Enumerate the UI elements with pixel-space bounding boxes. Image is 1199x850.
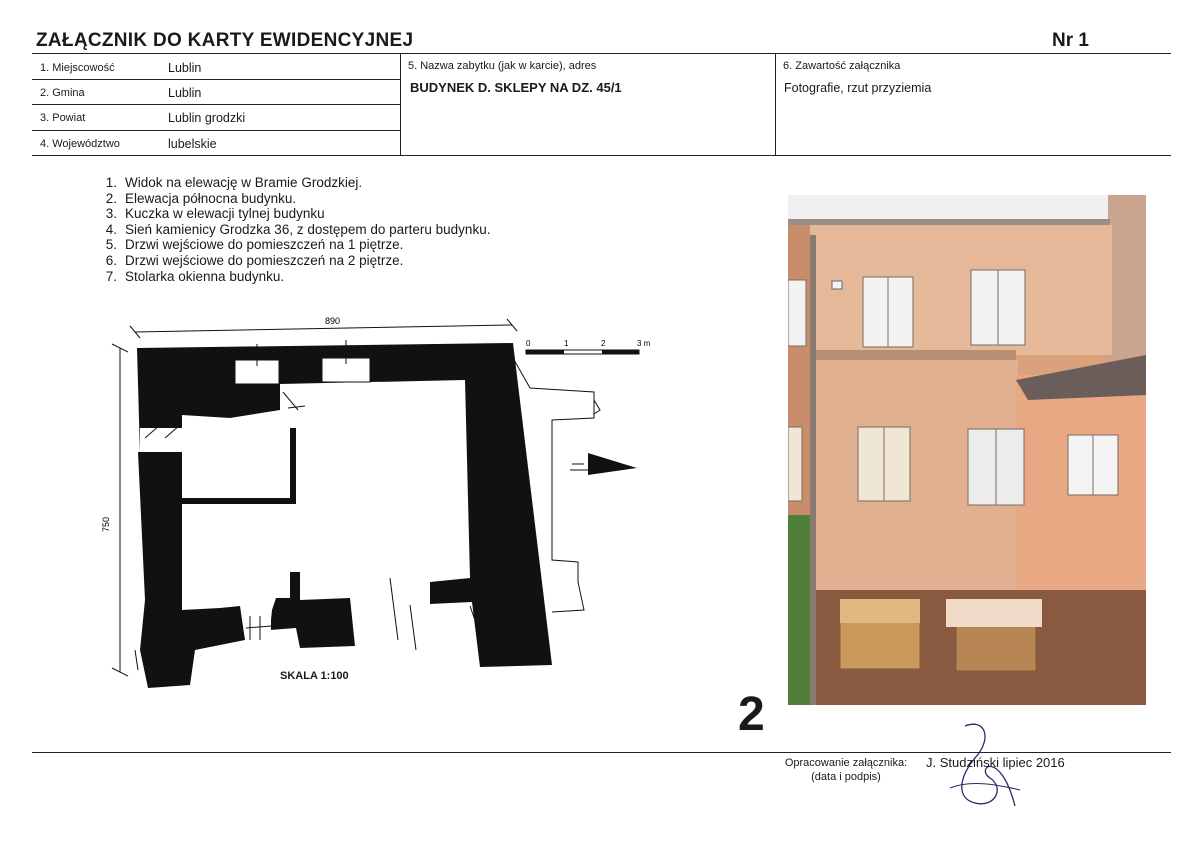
header-rule: [32, 53, 1171, 54]
plan-wall-left: [138, 452, 245, 688]
list-item: 3. Kuczka w elewacji tylnej budynku: [105, 206, 325, 222]
list-item: 1. Widok na elewację w Bramie Grodzkiej.: [105, 175, 363, 190]
photo-downpipe: [810, 235, 816, 705]
photo-window: [788, 427, 802, 501]
column-divider: [775, 53, 776, 155]
plan-line: [410, 605, 416, 650]
row-divider: [32, 104, 400, 105]
width-dimension-line: [135, 325, 512, 332]
list-item: 4. Sień kamienicy Grodzka 36, z dostępem do parteru budynku.: [105, 221, 491, 237]
row-divider: [32, 79, 400, 80]
scale-bar-segment: [526, 350, 564, 354]
list-item: 6. Drzwi wejściowe do pomieszczeń na 2 piętrze.: [105, 252, 404, 268]
plan-door-gap: [140, 428, 184, 452]
list-item: 2. Elewacja północna budynku.: [105, 190, 297, 206]
table-bottom-rule: [32, 155, 1171, 156]
scale-tick-label: 1: [564, 339, 569, 348]
photo-lamp: [832, 281, 842, 289]
column-divider: [400, 53, 401, 155]
list-item: 7. Stolarka okienna budynku.: [105, 268, 285, 284]
north-arrow-icon: [588, 453, 637, 475]
building-photo: [788, 195, 1146, 705]
plan-line: [390, 578, 398, 640]
photo-sky: [788, 195, 1146, 221]
nazwa-value: BUDYNEK D. SKLEPY NA DZ. 45/1: [410, 80, 622, 95]
signature: [945, 718, 1025, 813]
zawartosc-value: Fotografie, rzut przyziemia: [784, 81, 932, 95]
plan-partition: [182, 428, 296, 504]
prepared-by-label: Opracowanie załącznika: (data i podpis): [784, 757, 908, 783]
height-dimension-label: 750: [101, 516, 111, 532]
photo-window: [788, 280, 806, 346]
gmina-value: Lublin: [168, 86, 202, 100]
scale-tick-label: 3 m: [637, 339, 651, 348]
photo-boarded-opening: [840, 599, 920, 623]
prepared-by-value: J. Studziński lipiec 2016: [926, 755, 1065, 770]
photo-cornice: [788, 350, 1016, 360]
wojewodztwo-value: lubelskie: [168, 137, 217, 151]
document-title: ZAŁĄCZNIK DO KARTY EWIDENCYJNEJ: [36, 30, 414, 51]
photo-boarded-opening: [946, 599, 1042, 627]
photo-caption-list: [90, 175, 490, 284]
width-dimension-label: 890: [325, 316, 341, 326]
photo-upper-floor: [800, 225, 1112, 355]
scale-label: SKALA 1:100: [280, 670, 349, 682]
plan-adjacent-outline: [594, 400, 600, 414]
photo-vegetation: [788, 515, 810, 705]
miejscowosc-value: Lublin: [168, 61, 202, 75]
floor-plan: [100, 310, 660, 700]
powiat-label: 3. Powiat: [40, 112, 86, 124]
document-number: Nr 1: [1052, 30, 1089, 51]
powiat-value: Lublin grodzki: [168, 111, 246, 125]
gmina-label: 2. Gmina: [40, 87, 85, 99]
miejscowosc-label: 1. Miejscowość: [40, 62, 115, 74]
photo-right-wall: [1108, 195, 1146, 365]
scale-bar-segment: [602, 350, 639, 354]
row-divider: [32, 130, 400, 131]
wojewodztwo-label: 4. Województwo: [40, 138, 120, 150]
photo-number: 2: [738, 688, 765, 741]
scale-tick-label: 0: [526, 339, 531, 348]
plan-door-gap: [245, 610, 271, 636]
zawartosc-label: 6. Zawartość załącznika: [783, 60, 901, 72]
plan-line: [135, 650, 138, 670]
scale-tick-label: 2: [601, 339, 606, 348]
nazwa-label: 5. Nazwa zabytku (jak w karcie), adres: [408, 60, 597, 72]
list-item: 5. Drzwi wejściowe do pomieszczeń na 1 piętrze.: [105, 237, 404, 253]
plan-wall-bottom: [270, 572, 355, 648]
